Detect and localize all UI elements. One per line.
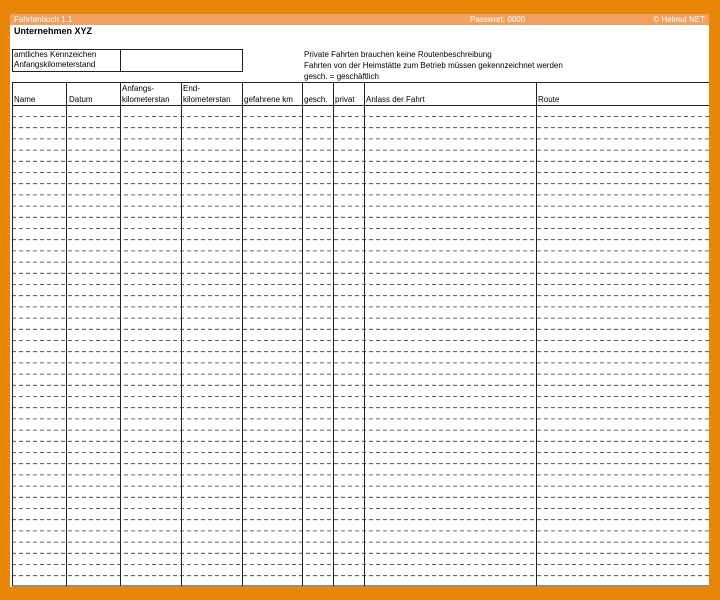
- title-copyright: © Helmut NET: [653, 15, 705, 24]
- col-km: gefahrene km: [244, 95, 293, 104]
- col-gesch: gesch.: [304, 95, 328, 104]
- logbook-grid: [10, 14, 709, 587]
- col-name: Name: [14, 95, 36, 104]
- col-privat: privat: [335, 95, 355, 104]
- label-start-km: Anfangskilometerstand: [14, 60, 96, 69]
- col-anfang-line2: kilometerstan: [122, 95, 170, 104]
- note-line-3: gesch. = geschäftlich: [304, 72, 379, 81]
- title-left: Fahrtenbuch 1.1: [14, 15, 73, 24]
- note-line-1: Private Fahrten brauchen keine Routenbeschreibung: [304, 50, 492, 59]
- col-end-line2: kilometerstan: [183, 95, 231, 104]
- logbook-sheet: [10, 14, 709, 587]
- col-end-line1: End-: [183, 84, 200, 93]
- col-datum: Datum: [69, 95, 93, 104]
- company-name: Unternehmen XYZ: [14, 26, 93, 36]
- title-password: Passwort: 0000: [470, 15, 526, 24]
- label-plate: amtliches Kennzeichen: [14, 50, 97, 59]
- col-anlass: Anlass der Fahrt: [366, 95, 425, 104]
- col-anfang-line1: Anfangs-: [122, 84, 155, 93]
- col-route: Route: [538, 95, 560, 104]
- note-line-2: Fahrten von der Heimstätte zum Betrieb müssen gekennzeichnet werden: [304, 61, 563, 70]
